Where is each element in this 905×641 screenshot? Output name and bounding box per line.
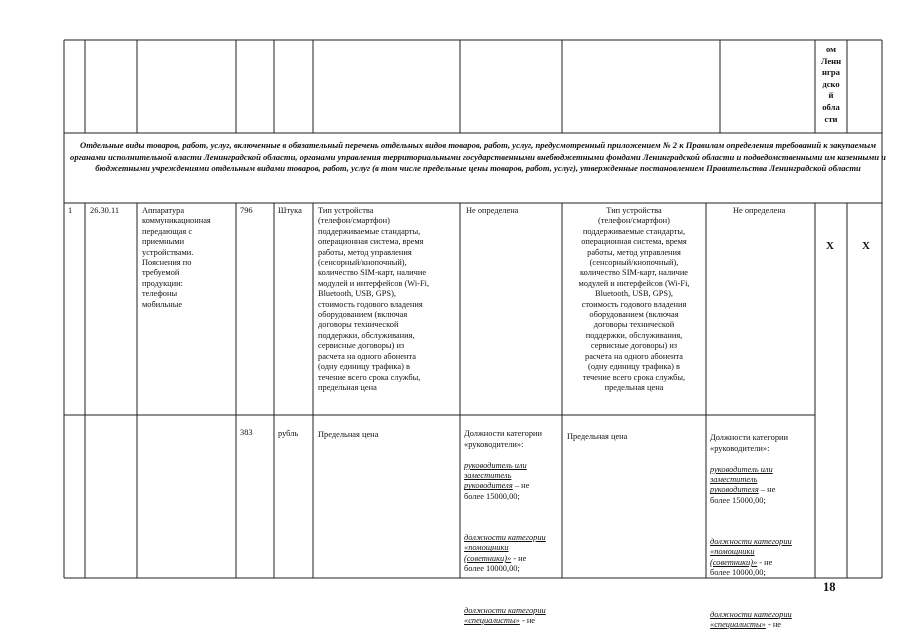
mark-x-2: X	[862, 240, 870, 252]
mark-x-1: X	[826, 240, 834, 252]
product-name: Аппаратура коммуникационная передающая с приемными устройствами. Пояснения по требуемой продукции: телефоны мобильные	[142, 206, 211, 309]
page-number: 18	[823, 580, 836, 594]
cat2-limit: - не более 10000,00;	[464, 553, 527, 574]
cat3-line-2	[710, 610, 814, 631]
cat1-head-2: Должности категории «руководители»:	[710, 433, 788, 453]
unit-name: Штука	[278, 206, 302, 215]
cat3-sub: должности категории «специалисты»	[464, 605, 546, 625]
characteristic-value: Не определена	[466, 206, 519, 215]
okpd-code: 26.30.11	[90, 206, 120, 215]
cat1-sub: руководитель или заместитель руководителя	[464, 460, 527, 491]
cat1-line-2	[710, 465, 814, 507]
unit-rub: рубль	[278, 429, 299, 438]
cat1-line	[464, 461, 560, 503]
cat2-sub-2: должности категории «помощники (советники)»	[710, 537, 792, 567]
cat2-limit-2: - не более 10000,00;	[710, 557, 773, 578]
okei-code: 796	[240, 206, 253, 215]
cat1-head: Должности категории «руководители»:	[464, 429, 542, 449]
row-number: 1	[68, 206, 73, 215]
characteristic-value-2: Не определена	[733, 206, 786, 215]
cat3-limit: - не	[519, 615, 536, 625]
category-limits-2	[710, 423, 814, 641]
section-banner: Отдельные виды товаров, работ, услуг, включенные в обязательный перечень отдельных видов товаров, работ, услуг, предусмотренный приложением № 2 к Правилам определения требований к закупаемым органами исполнительной власти Ленинградской области, органами управления территориальными государственными внебюджетными фондами Ленинградской области и подведомственными им казенными и бюджетными учреждениями отдельным видами товаров, работ, услуг (в том числе предельные цены товаров, работ, услуг), утвержденные постановлением Правительства Ленинградской области	[70, 140, 886, 174]
cat1-limit: – не более 15000,00;	[464, 481, 530, 501]
cat1-sub-2: руководитель или заместитель руководителя	[710, 464, 773, 495]
cat2-line-2	[710, 537, 814, 579]
cat3-limit-2: - не	[765, 619, 782, 629]
cat2-line	[464, 533, 560, 575]
cat2-sub: должности категории «помощники (советники)»	[464, 533, 546, 563]
price-limit-label: Предельная цена	[318, 430, 379, 439]
cat1-limit-2: – не более 15000,00;	[710, 485, 776, 505]
region-name-cell: ом Ленн нгра дско й обла сти	[820, 44, 842, 124]
characteristic-text: Тип устройства (телефон/смартфон) поддерживаемые стандарты, операционная система, время работы, метод управления (сенсорный/кнопочный), количество SIM-карт, наличие модулей и интерфейсов (Wi-Fi, Bluetooth, USB, GPS), стоимость годового владения оборудованием (включая договоры технической поддержки, обслуживания, сервисные договоры) из расчета на одного абонента (одну единицу трафика) в течение всего срока службы, предельная цена	[318, 206, 430, 392]
okei-code-rub: 383	[240, 428, 253, 437]
cat3-line	[464, 606, 560, 627]
category-limits	[464, 419, 560, 637]
cat3-sub-2: должности категории «специалисты»	[710, 609, 792, 629]
price-limit-label-2: Предельная цена	[567, 432, 628, 441]
characteristic-text-2: Тип устройства (телефон/смартфон) поддерживаемые стандарты, операционная система, время работы, метод управления (сенсорный/кнопочный), количество SIM-карт, наличие модулей и интерфейсов (Wi-Fi, Bluetooth, USB, GPS), стоимость годового владения оборудованием (включая договоры технической поддержки, обслуживания, сервисные договоры) из расчета на одного абонента (одну единицу трафика) в течение всего срока службы, предельная цена	[578, 206, 690, 392]
